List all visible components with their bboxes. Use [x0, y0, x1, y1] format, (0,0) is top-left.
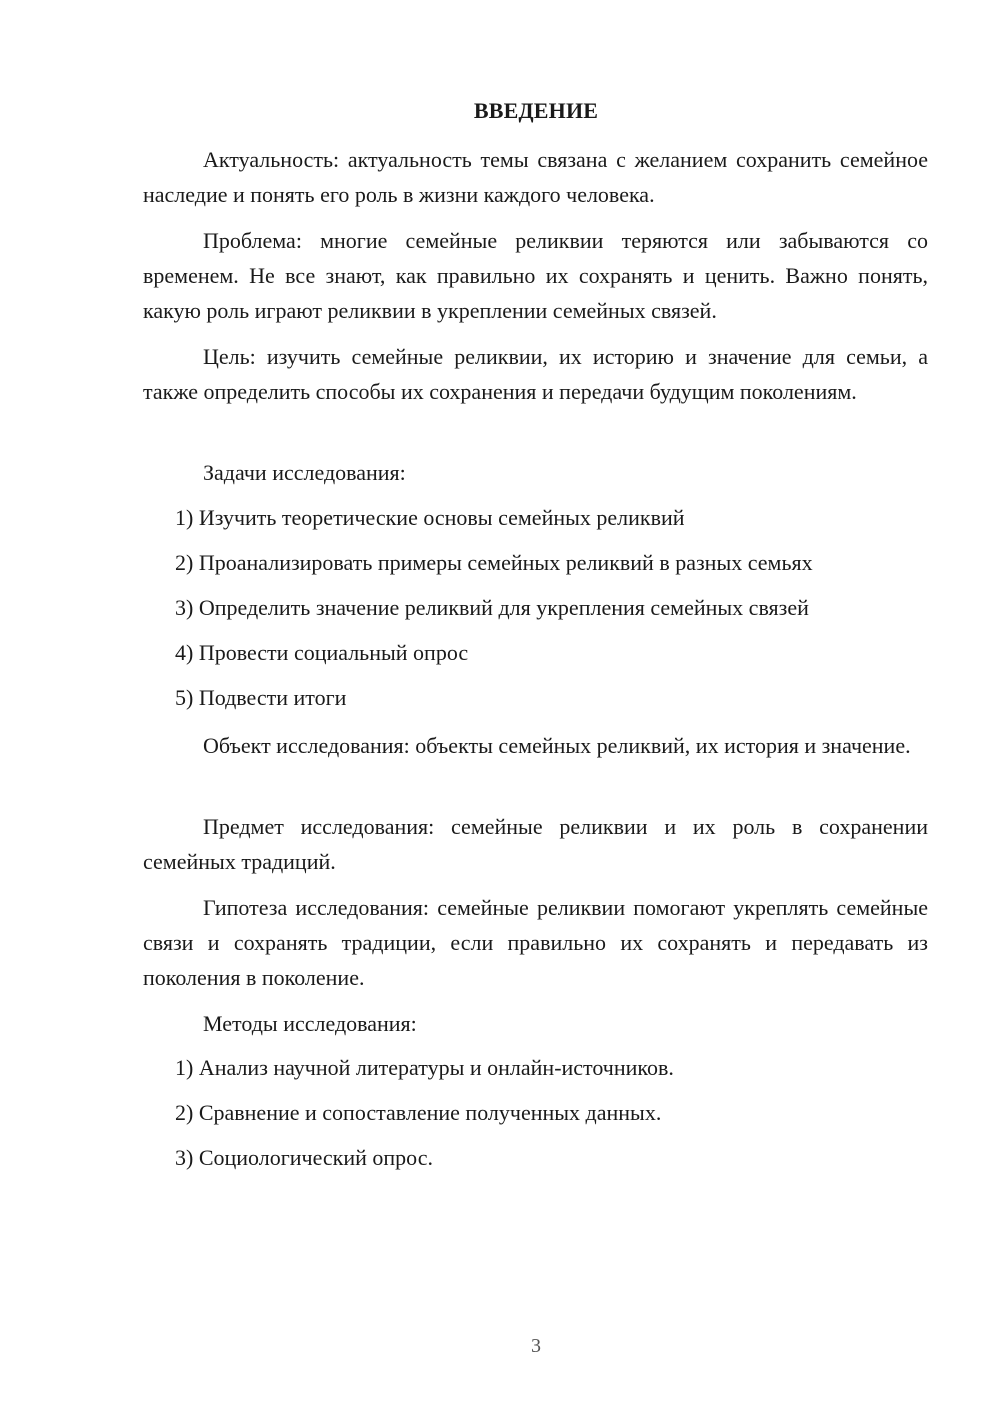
page-number: 3 — [531, 1335, 541, 1357]
method-item: 1) Анализ научной литературы и онлайн-источников. — [175, 1055, 674, 1080]
task-item: 2) Проанализировать примеры семейных реликвий в разных семьях — [175, 550, 813, 575]
paragraph-object: Объект исследования: объекты семейных реликвий, их история и значение. — [203, 733, 911, 758]
method-item: 3) Социологический опрос. — [175, 1145, 433, 1170]
methods-heading: Методы исследования: — [203, 1011, 417, 1036]
task-item: 5) Подвести итоги — [175, 685, 347, 710]
task-item: 1) Изучить теоретические основы семейных реликвий — [175, 505, 685, 530]
task-item: 3) Определить значение реликвий для укрепления семейных связей — [175, 595, 809, 620]
paragraph-relevance: Актуальность: актуальность темы связана с желанием сохранить семейное наследие и понять его роль в жизни каждого человека. — [143, 147, 928, 207]
tasks-heading: Задачи исследования: — [203, 460, 406, 485]
paragraph-hypothesis: Гипотеза исследования: семейные реликвии помогают укреплять семейные связи и сохранять традиции, если правильно их сохранять и передавать из поколения в поколение. — [143, 895, 928, 990]
page-title: ВВЕДЕНИЕ — [473, 98, 599, 123]
paragraph-goal: Цель: изучить семейные реликвии, их историю и значение для семьи, а также определить способы их сохранения и передачи будущим поколениям. — [143, 344, 928, 404]
paragraph-subject: Предмет исследования: семейные реликвии и их роль в сохранении семейных традиций. — [143, 814, 928, 874]
task-item: 4) Провести социальный опрос — [175, 640, 469, 665]
paragraph-problem: Проблема: многие семейные реликвии теряются или забываются со временем. Не все знают, как правильно их сохранять и ценить. Важно понять, какую роль играют реликвии в укреплении семейных связей. — [143, 228, 928, 323]
method-item: 2) Сравнение и сопоставление полученных данных. — [175, 1100, 662, 1125]
